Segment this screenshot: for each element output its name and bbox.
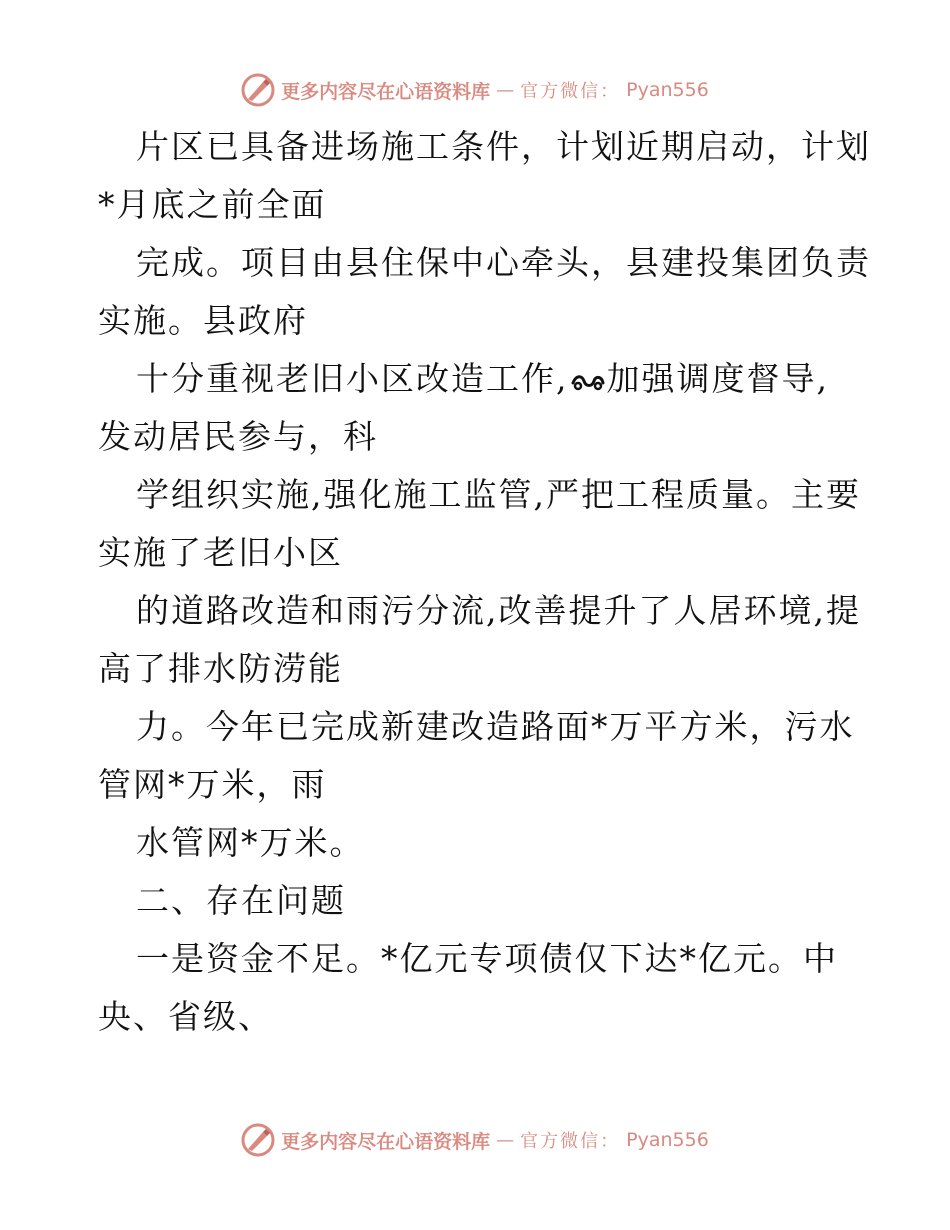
text-segment: 十分重视老旧小区改造工作, (136, 359, 569, 398)
text-line: 水管网*万米。 (136, 823, 365, 862)
watermark-separator: — (496, 79, 515, 101)
text-line: *月底之前全面 (98, 185, 327, 224)
text-line: 一是资金不足。*亿元专项债仅下达*亿元。中 (136, 939, 838, 978)
watermark-brand: 更多内容尽在心语资料库 (281, 80, 491, 103)
text-line: 实施了老旧小区 (98, 533, 343, 572)
text-line: 完成。项目由县住保中心牵头，县建投集团负责 (136, 243, 871, 282)
text-line: 力。今年已完成新建改造路面*万平方米，污水 (136, 707, 855, 746)
pen-logo-icon (241, 1123, 275, 1157)
watermark-header (0, 70, 950, 110)
watermark-footer (0, 1120, 950, 1160)
pen-logo-icon (241, 73, 275, 107)
watermark-separator: — (496, 1129, 515, 1151)
text-line: 高了排水防涝能 (98, 649, 343, 688)
text-line: 发动居民参与，科 (98, 417, 378, 456)
text-line: 片区已具备进场施工条件，计划近期启动，计划 (136, 127, 871, 166)
text-line (98, 350, 858, 408)
text-line: 学组织实施,强化施工监管,严把工程质量。主要 (136, 475, 861, 514)
text-segment: 加强调度督导, (606, 359, 829, 398)
watermark-brand: 更多内容尽在心语资料库 (281, 1130, 491, 1153)
text-line: 实施。县政府 (98, 301, 308, 340)
document-body (98, 118, 871, 1046)
garbled-glyph-icon (570, 369, 606, 393)
section-heading: 二、存在问题 (136, 881, 346, 920)
text-line: 的道路改造和雨污分流,改善提升了人居环境,提 (136, 591, 861, 630)
text-line: 央、省级、 (98, 997, 273, 1036)
watermark-account: Pyan556 (626, 1129, 709, 1151)
text-line: 管网*万米，雨 (98, 765, 327, 804)
watermark-official-label: 官方微信： (520, 1131, 621, 1152)
watermark-account: Pyan556 (626, 79, 709, 101)
watermark-official-label: 官方微信： (520, 81, 621, 102)
